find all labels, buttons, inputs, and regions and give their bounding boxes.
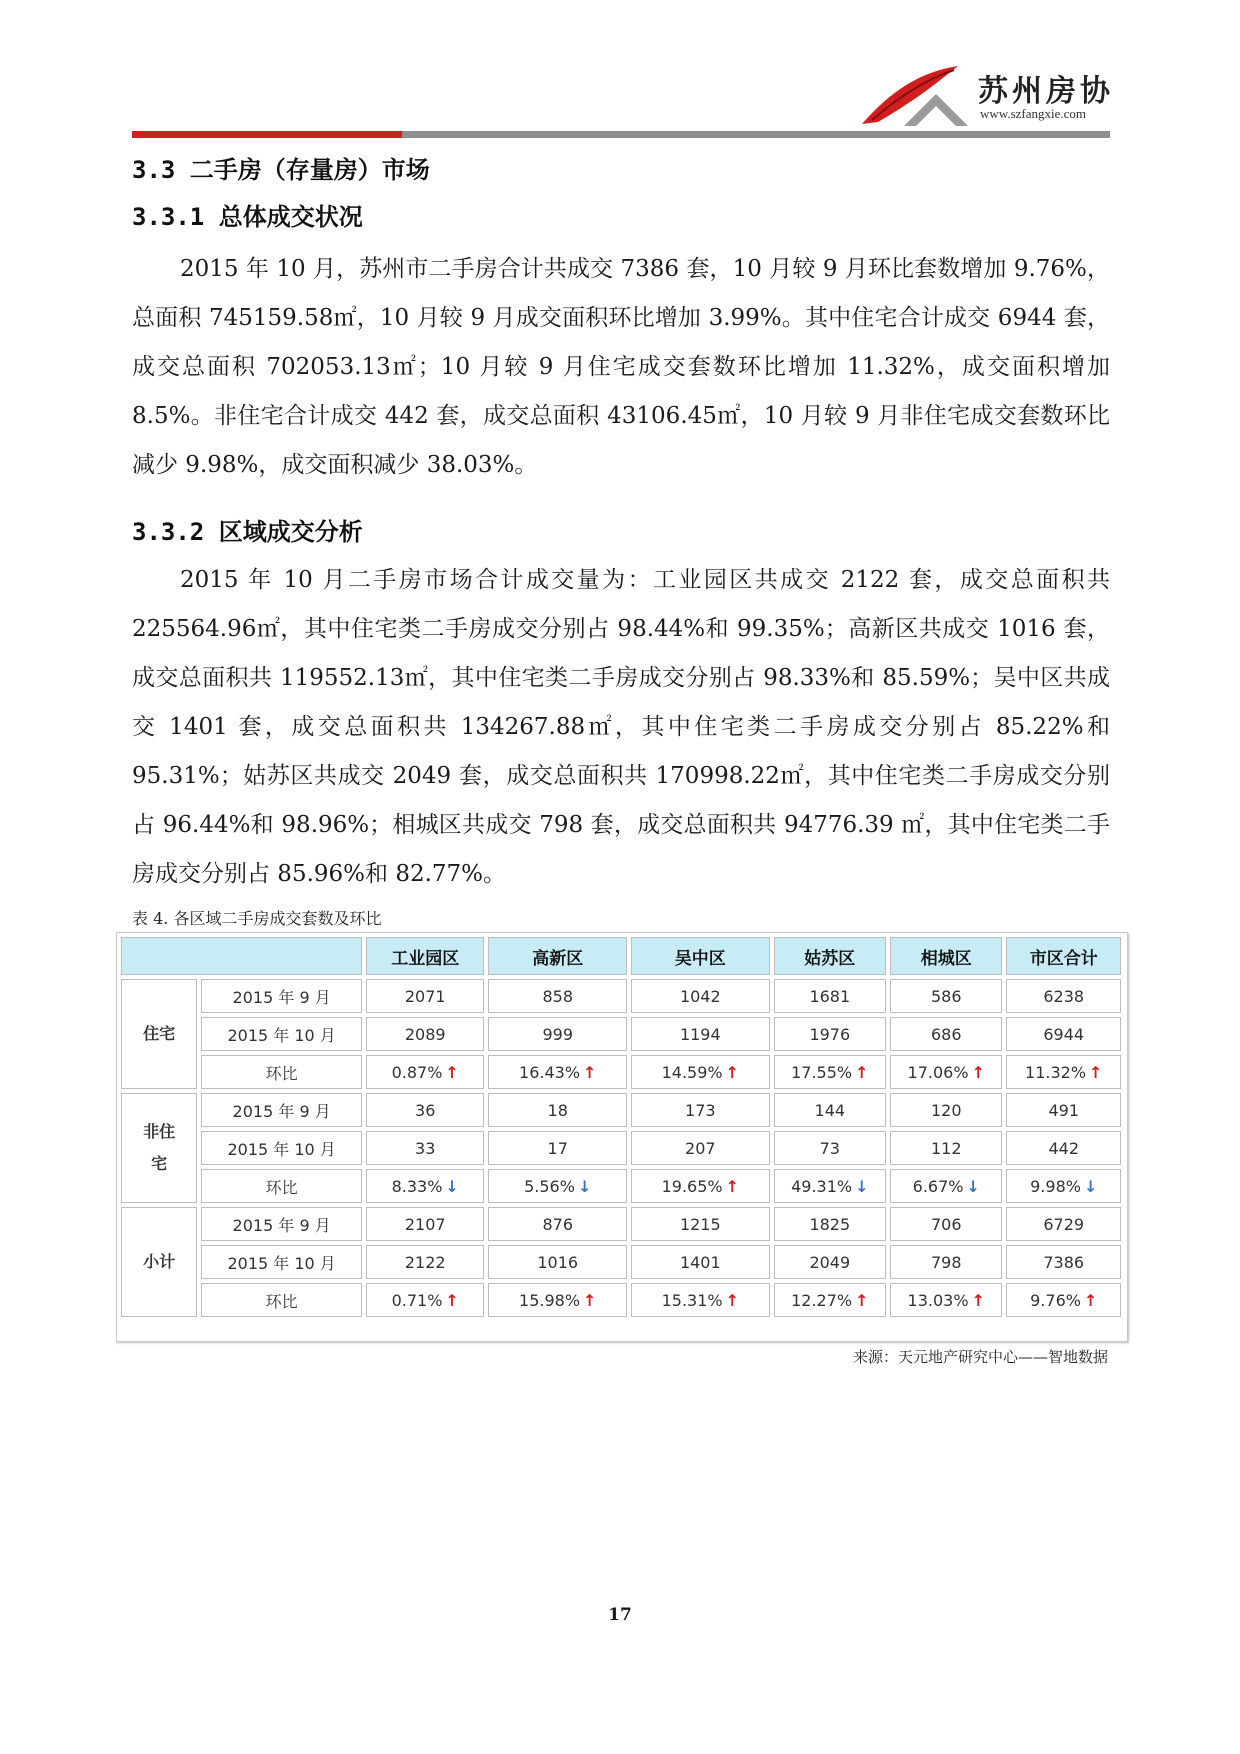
logo-url: www.szfangxie.com bbox=[980, 106, 1087, 121]
column-header: 吴中区 bbox=[631, 937, 770, 975]
cell-value: 7386 bbox=[1043, 1252, 1085, 1272]
arrow-up-icon: ↑ bbox=[725, 1290, 739, 1310]
table-cell bbox=[488, 1131, 627, 1165]
arrow-down-icon: ↓ bbox=[445, 1176, 459, 1196]
arrow-down-icon: ↓ bbox=[855, 1176, 869, 1196]
table-cell bbox=[631, 1169, 770, 1203]
table-row bbox=[121, 1169, 1121, 1203]
column-header: 市区合计 bbox=[1006, 937, 1121, 975]
cell-value: 0.87% bbox=[391, 1062, 443, 1082]
arrow-up-icon: ↑ bbox=[971, 1290, 985, 1310]
table-cell bbox=[366, 1131, 484, 1165]
cell-value: 6729 bbox=[1043, 1214, 1085, 1234]
cell-value: 6.67% bbox=[912, 1176, 964, 1196]
cell-value: 1825 bbox=[809, 1214, 851, 1234]
paragraph-regional-text: 2015 年 10 月二手房市场合计成交量为：工业园区共成交 2122 套，成交总面积共 225564.96㎡，其中住宅类二手房成交分别占 98.44%和 99.35%；高新区共成交 1016 套，成交总面积共 119552.13㎡，其中住宅类二手房成交分别占 98.33%和 85.59%；吴中区共成交 1401 套，成交总面积共 134267.88㎡，其中住宅类二手房成交分别占 85.22%和 95.31%；姑苏区共成交 2049 套，成交总面积共 170998.22㎡，其中住宅类二手房成交分别占 96.44%和 98.96%；相城区共成交 798 套，成交总面积共 94776.39 ㎡，其中住宅类二手房成交分别占 85.96%和 82.77%。 bbox=[132, 567, 1110, 887]
cell-value: 798 bbox=[930, 1252, 962, 1272]
table-cell bbox=[890, 1131, 1002, 1165]
heading-3-3-1: 3.3.1 总体成交状况 bbox=[132, 203, 363, 231]
paragraph-overall-text: 2015 年 10 月，苏州市二手房合计共成交 7386 套，10 月较 9 月环比套数增加 9.76%，总面积 745159.58㎡，10 月较 9 月成交面积环比增加 3.99%。其中住宅合计成交 6944 套，成交总面积 702053.13㎡；10 月较 9 月住宅成交套数环比增加 11.32%，成交面积增加 8.5%。非住宅合计成交 442 套，成交总面积 43106.45㎡，10 月较 9 月非住宅成交套数环比减少 9.98%，成交面积减少 38.03%。 bbox=[132, 256, 1110, 478]
table-cell bbox=[366, 1055, 484, 1089]
arrow-up-icon: ↑ bbox=[1083, 1290, 1098, 1310]
table-cell bbox=[631, 1131, 770, 1165]
arrow-up-icon: ↑ bbox=[583, 1062, 597, 1082]
arrow-up-icon: ↑ bbox=[855, 1290, 869, 1310]
column-header: 相城区 bbox=[890, 937, 1002, 975]
cell-value: 999 bbox=[542, 1024, 573, 1044]
table-cell bbox=[631, 1207, 770, 1241]
table-cell bbox=[1006, 1131, 1121, 1165]
row-period-label: 环比 bbox=[201, 1283, 362, 1317]
heading-3-3-2: 3.3.2 区域成交分析 bbox=[132, 518, 363, 546]
arrow-down-icon: ↓ bbox=[1083, 1176, 1098, 1196]
header-rule-red bbox=[132, 131, 402, 138]
row-period-label: 环比 bbox=[201, 1169, 362, 1203]
table-cell bbox=[631, 979, 770, 1013]
table-cell bbox=[890, 1207, 1002, 1241]
cell-value: 17.55% bbox=[791, 1062, 853, 1082]
cell-value: 120 bbox=[930, 1100, 962, 1120]
row-period-label: 环比 bbox=[201, 1055, 362, 1089]
cell-value: 1194 bbox=[679, 1024, 721, 1044]
arrow-up-icon: ↑ bbox=[445, 1062, 459, 1082]
cell-value: 1401 bbox=[679, 1252, 721, 1272]
table-row bbox=[121, 1245, 1121, 1279]
paragraph-overall bbox=[132, 245, 1110, 490]
cell-value: 49.31% bbox=[791, 1176, 853, 1196]
table-cell bbox=[774, 1207, 886, 1241]
cell-value: 491 bbox=[1048, 1100, 1080, 1120]
table-cell bbox=[1006, 1245, 1121, 1279]
heading-3-3: 3.3 二手房（存量房）市场 bbox=[132, 156, 430, 184]
row-period-label: 2015 年 10 月 bbox=[201, 1017, 362, 1051]
page-header bbox=[0, 0, 1240, 150]
cell-value: 144 bbox=[814, 1100, 846, 1120]
cell-value: 18 bbox=[547, 1100, 568, 1120]
cell-value: 73 bbox=[819, 1138, 840, 1158]
arrow-up-icon: ↑ bbox=[1089, 1062, 1103, 1082]
cell-value: 2122 bbox=[404, 1252, 446, 1272]
table-cell bbox=[1006, 1093, 1121, 1127]
table-header-row bbox=[121, 937, 1121, 975]
table-cell bbox=[774, 1245, 886, 1279]
table-cell bbox=[774, 1093, 886, 1127]
column-header: 姑苏区 bbox=[774, 937, 886, 975]
header-corner-cell bbox=[121, 937, 362, 975]
table-cell bbox=[890, 1093, 1002, 1127]
table-cell bbox=[366, 1245, 484, 1279]
table-cell bbox=[488, 1017, 627, 1051]
table-cell bbox=[488, 1207, 627, 1241]
arrow-up-icon: ↑ bbox=[725, 1176, 739, 1196]
table-body bbox=[121, 979, 1121, 1317]
table-cell bbox=[488, 1245, 627, 1279]
table-cell bbox=[488, 1055, 627, 1089]
cell-value: 1016 bbox=[537, 1252, 579, 1272]
cell-value: 16.43% bbox=[519, 1062, 581, 1082]
table-cell bbox=[774, 979, 886, 1013]
header-rule-gray bbox=[402, 131, 1110, 138]
table-row bbox=[121, 1283, 1121, 1317]
arrow-up-icon: ↑ bbox=[855, 1062, 869, 1082]
cell-value: 17.06% bbox=[907, 1062, 969, 1082]
table-row bbox=[121, 1055, 1121, 1089]
cell-value: 36 bbox=[415, 1100, 436, 1120]
table-cell bbox=[1006, 1017, 1121, 1051]
cell-value: 686 bbox=[930, 1024, 962, 1044]
arrow-down-icon: ↓ bbox=[966, 1176, 980, 1196]
cell-value: 586 bbox=[930, 986, 962, 1006]
table-cell bbox=[366, 979, 484, 1013]
row-period-label: 2015 年 9 月 bbox=[201, 1207, 362, 1241]
cell-value: 33 bbox=[415, 1138, 436, 1158]
arrow-up-icon: ↑ bbox=[445, 1290, 459, 1310]
table-cell bbox=[1006, 979, 1121, 1013]
logo-feather-icon bbox=[858, 64, 970, 128]
row-group-label: 非住宅 bbox=[121, 1093, 197, 1203]
cell-value: 6238 bbox=[1043, 986, 1085, 1006]
cell-value: 858 bbox=[542, 986, 573, 1006]
table-cell bbox=[366, 1283, 484, 1317]
cell-value: 9.76% bbox=[1030, 1290, 1081, 1310]
cell-value: 2071 bbox=[404, 986, 446, 1006]
arrow-down-icon: ↓ bbox=[577, 1176, 592, 1196]
row-period-label: 2015 年 9 月 bbox=[201, 1093, 362, 1127]
table-row bbox=[121, 1207, 1121, 1241]
table-row bbox=[121, 979, 1121, 1013]
table-cell bbox=[1006, 1207, 1121, 1241]
data-source-note: 来源：天元地产研究中心——智地数据 bbox=[852, 1348, 1108, 1366]
arrow-up-icon: ↑ bbox=[725, 1062, 739, 1082]
row-group-label: 住宅 bbox=[121, 979, 197, 1089]
table-cell bbox=[631, 1283, 770, 1317]
region-transactions-table bbox=[116, 932, 1128, 1342]
row-period-label: 2015 年 10 月 bbox=[201, 1245, 362, 1279]
logo-title: 苏州房协 bbox=[978, 74, 1114, 109]
page-number: 17 bbox=[608, 1605, 632, 1625]
column-header: 工业园区 bbox=[366, 937, 484, 975]
cell-value: 11.32% bbox=[1025, 1062, 1087, 1082]
table-cell bbox=[774, 1131, 886, 1165]
table-cell bbox=[631, 1093, 770, 1127]
row-period-label: 2015 年 9 月 bbox=[201, 979, 362, 1013]
table-row bbox=[121, 1131, 1121, 1165]
table-cell bbox=[774, 1055, 886, 1089]
cell-value: 2107 bbox=[404, 1214, 446, 1234]
cell-value: 0.71% bbox=[391, 1290, 443, 1310]
table-cell bbox=[631, 1245, 770, 1279]
table-cell bbox=[366, 1169, 484, 1203]
table-cell bbox=[1006, 1055, 1121, 1089]
table-row bbox=[121, 1017, 1121, 1051]
arrow-up-icon: ↑ bbox=[583, 1290, 597, 1310]
table-cell bbox=[488, 1283, 627, 1317]
cell-value: 12.27% bbox=[791, 1290, 853, 1310]
cell-value: 17 bbox=[547, 1138, 568, 1158]
table-cell bbox=[774, 1017, 886, 1051]
cell-value: 2089 bbox=[404, 1024, 446, 1044]
cell-value: 1976 bbox=[809, 1024, 851, 1044]
cell-value: 19.65% bbox=[661, 1176, 723, 1196]
table-cell bbox=[1006, 1169, 1121, 1203]
table-cell bbox=[890, 1283, 1002, 1317]
row-period-label: 2015 年 10 月 bbox=[201, 1131, 362, 1165]
table-cell bbox=[631, 1055, 770, 1089]
cell-value: 442 bbox=[1048, 1138, 1080, 1158]
row-group-label: 小计 bbox=[121, 1207, 197, 1317]
table-cell bbox=[774, 1169, 886, 1203]
table-cell bbox=[366, 1093, 484, 1127]
column-header: 高新区 bbox=[488, 937, 627, 975]
cell-value: 706 bbox=[930, 1214, 962, 1234]
paragraph-regional bbox=[132, 556, 1110, 899]
table-cell bbox=[366, 1017, 484, 1051]
cell-value: 207 bbox=[685, 1138, 716, 1158]
cell-value: 15.31% bbox=[661, 1290, 723, 1310]
table-cell bbox=[890, 1245, 1002, 1279]
table-cell bbox=[488, 979, 627, 1013]
cell-value: 876 bbox=[542, 1214, 573, 1234]
table-cell bbox=[631, 1017, 770, 1051]
cell-value: 8.33% bbox=[391, 1176, 443, 1196]
table-cell bbox=[774, 1283, 886, 1317]
cell-value: 9.98% bbox=[1030, 1176, 1081, 1196]
table-cell bbox=[890, 979, 1002, 1013]
table-cell bbox=[1006, 1283, 1121, 1317]
table-row bbox=[121, 1093, 1121, 1127]
cell-value: 1042 bbox=[679, 986, 721, 1006]
table-cell bbox=[890, 1055, 1002, 1089]
cell-value: 173 bbox=[685, 1100, 716, 1120]
cell-value: 13.03% bbox=[907, 1290, 969, 1310]
cell-value: 15.98% bbox=[519, 1290, 581, 1310]
cell-value: 112 bbox=[930, 1138, 962, 1158]
cell-value: 14.59% bbox=[661, 1062, 723, 1082]
cell-value: 6944 bbox=[1043, 1024, 1085, 1044]
cell-value: 1215 bbox=[679, 1214, 721, 1234]
table-cell bbox=[890, 1169, 1002, 1203]
table-cell bbox=[488, 1093, 627, 1127]
data-table bbox=[117, 933, 1125, 1321]
cell-value: 2049 bbox=[809, 1252, 851, 1272]
table-cell bbox=[488, 1169, 627, 1203]
arrow-up-icon: ↑ bbox=[971, 1062, 985, 1082]
table-cell bbox=[890, 1017, 1002, 1051]
table-caption: 表 4. 各区域二手房成交套数及环比 bbox=[132, 909, 382, 928]
cell-value: 5.56% bbox=[524, 1176, 575, 1196]
cell-value: 1681 bbox=[809, 986, 851, 1006]
table-cell bbox=[366, 1207, 484, 1241]
